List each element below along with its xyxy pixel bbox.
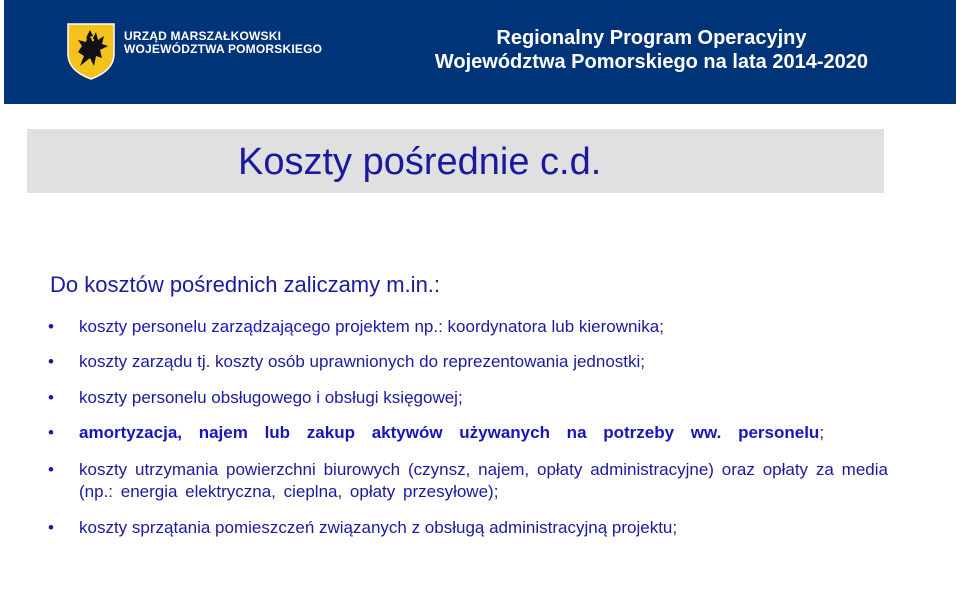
bullet-icon: • [48,317,54,336]
list-item [48,351,888,373]
org-name-line2: WOJEWÓDZTWA POMORSKIEGO [124,42,323,56]
org-name-line1: URZĄD MARSZAŁKOWSKI [124,29,282,43]
list-item-text: koszty utrzymania powierzchni biurowych (czynsz, najem, opłaty administracyjne) oraz opłaty za media (np.: energia elektryczna, cieplna, opłaty przesyłowe); [79,460,888,501]
list-item-text: np.: koordynatora lub kierownika; [409,317,664,336]
intro-text: Do kosztów pośrednich zaliczamy m.in.: [50,272,441,297]
header-bar [4,0,956,104]
program-title [435,26,868,74]
griffin-coat-of-arms-icon [66,22,116,80]
list-item-text: koszty personelu obsługowego i obsługi księgowej; [79,388,463,407]
bullet-icon: • [48,423,54,442]
list-item-text: ; [819,423,825,442]
list-item-text: koszty zarządu tj. koszty osób uprawnionych do reprezentowania jednostki; [79,352,646,371]
list-item [48,387,888,409]
bullet-icon: • [48,518,54,537]
list-item [48,459,888,503]
bullet-list [48,316,888,539]
bullet-icon: • [48,460,54,479]
slide-title: Koszty pośrednie c.d. [238,141,602,183]
list-item-text: koszty sprzątania pomieszczeń związanych z obsługą administracyjną projektu; [79,518,678,537]
bullet-icon: • [48,352,54,371]
program-title-line2: Województwa Pomorskiego na lata 2014-2020 [434,51,868,73]
list-item-highlight: amortyzacja, najem lub zakup aktywów używanych na potrzeby ww. personelu [79,423,820,442]
bullet-icon: • [48,388,54,407]
list-item [48,517,888,539]
list-item [48,316,888,338]
program-title-line1: Regionalny Program Operacyjny [496,27,807,49]
list-item [48,422,888,444]
list-item-highlight: koszty personelu zarządzającego projektem [79,317,410,336]
org-name [124,30,322,56]
